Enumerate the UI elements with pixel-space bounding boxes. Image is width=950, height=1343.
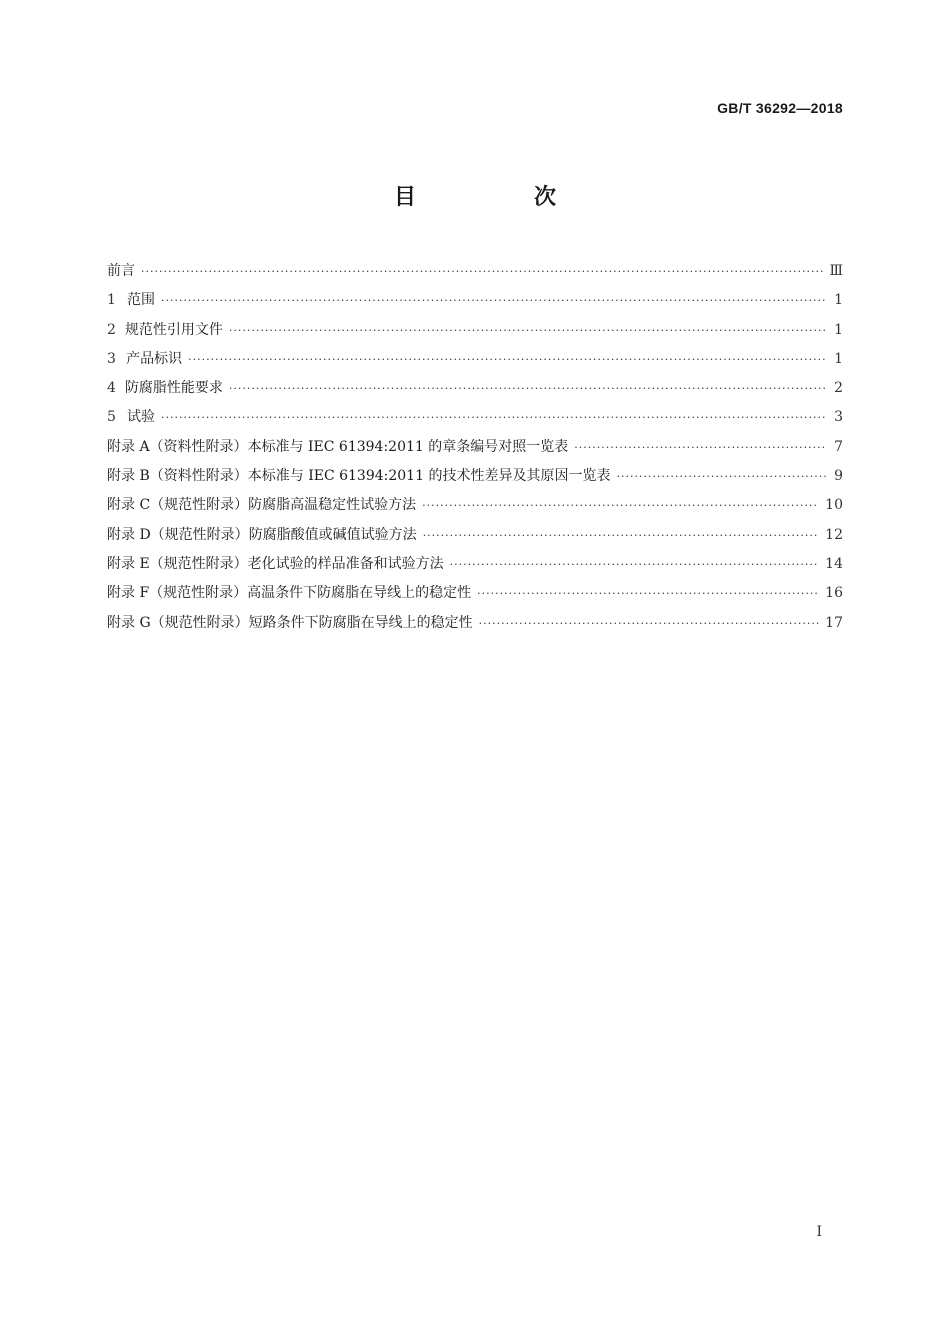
toc-entry-title: 范围: [126, 292, 155, 309]
toc-entry-page: 7: [834, 438, 843, 455]
toc-entry[interactable]: [107, 491, 843, 520]
toc-entry[interactable]: [107, 609, 843, 638]
toc-entry-title: 本标准与 IEC 61394:2011 的技术性差异及其原因一览表: [247, 468, 611, 485]
standard-code: GB/T 36292—2018: [717, 100, 843, 116]
toc-entry-page: 16: [825, 585, 843, 602]
toc-leader-dots: [423, 521, 819, 550]
toc-leader-dots: [477, 579, 819, 608]
toc-leader-dots: [188, 345, 827, 374]
toc-entry[interactable]: [107, 286, 843, 315]
toc-entry-page: 9: [834, 468, 843, 485]
toc-entry-number: 4: [107, 380, 116, 397]
toc-entry[interactable]: [107, 374, 843, 403]
toc-entry-number: 3: [107, 350, 116, 367]
toc-entry[interactable]: [107, 579, 843, 608]
toc-entry-title: 防腐脂酸值或碱值试验方法: [248, 526, 417, 543]
toc-leader-dots: [422, 491, 819, 520]
toc-entry-annex-label: 附录 F（规范性附录）: [107, 585, 248, 602]
toc-entry[interactable]: [107, 550, 843, 579]
toc-entry-page: 17: [825, 614, 843, 631]
toc-leader-dots: [161, 286, 827, 315]
toc-entry-title: 产品标识: [126, 350, 183, 367]
toc-entry-title: 高温条件下防腐脂在导线上的稳定性: [247, 585, 472, 602]
toc-entry-page: 1: [834, 321, 843, 338]
toc-entry[interactable]: [107, 345, 843, 374]
page-title: 目 次: [393, 185, 604, 210]
toc-entry[interactable]: [107, 403, 843, 432]
toc-entry-number: 5: [107, 409, 116, 426]
toc-leader-dots: [479, 609, 820, 638]
toc-leader-dots: [229, 316, 827, 345]
toc-entry[interactable]: [107, 257, 843, 286]
toc-entry-title: 规范性引用文件: [124, 321, 223, 338]
toc-entry[interactable]: [107, 462, 843, 491]
toc-leader-dots: [141, 257, 823, 286]
toc-leader-dots: [161, 403, 827, 432]
toc-entry-page: 1: [834, 350, 843, 367]
toc-entry-title: 短路条件下防腐脂在导线上的稳定性: [248, 614, 473, 631]
toc-entry-number: 2: [107, 321, 116, 338]
toc-entry-page: Ⅲ: [829, 263, 843, 279]
toc-entry-annex-label: 附录 B（资料性附录）: [107, 468, 248, 485]
toc-leader-dots: [616, 462, 827, 491]
toc-entry-title: 防腐脂性能要求: [124, 380, 223, 397]
toc-entry-page: 12: [825, 526, 843, 543]
toc-leader-dots: [574, 433, 827, 462]
toc-entry-title: 老化试验的样品准备和试验方法: [247, 555, 444, 572]
toc-leader-dots: [229, 374, 827, 403]
toc-entry-annex-label: 附录 D（规范性附录）: [107, 526, 249, 543]
toc-entry-annex-label: 附录 A（资料性附录）: [107, 438, 248, 455]
toc-entry-number: 1: [107, 292, 116, 309]
toc-entry[interactable]: [107, 316, 843, 345]
toc-entry[interactable]: [107, 521, 843, 550]
toc-entry-annex-label: 附录 E（规范性附录）: [107, 555, 248, 572]
table-of-contents: [107, 257, 843, 638]
toc-entry-page: 10: [825, 497, 843, 514]
toc-entry-page: 14: [825, 555, 843, 572]
toc-entry-title: 前言: [107, 263, 135, 279]
toc-entry-page: 3: [834, 409, 843, 426]
toc-leader-dots: [450, 550, 820, 579]
toc-entry-title: 本标准与 IEC 61394:2011 的章条编号对照一览表: [247, 438, 569, 455]
toc-entry-annex-label: 附录 C（规范性附录）: [107, 497, 249, 514]
toc-entry-annex-label: 附录 G（规范性附录）: [107, 614, 249, 631]
page-number: I: [816, 1224, 822, 1240]
toc-entry-page: 1: [834, 292, 843, 309]
toc-entry-title: 试验: [126, 409, 155, 426]
toc-entry[interactable]: [107, 433, 843, 462]
toc-entry-page: 2: [834, 380, 843, 397]
toc-entry-title: 防腐脂高温稳定性试验方法: [248, 497, 417, 514]
